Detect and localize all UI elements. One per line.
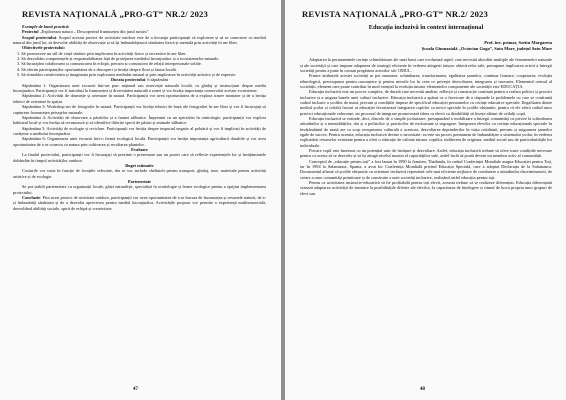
budget-text: Costurile vor varia în funcție de locațiile selectate, dar se vor include cheltuieli pentru transport, ghidaj, taxe, materiale pentru activități artistice și de ecologie. [13, 168, 266, 179]
partners-text: Se pot stabili parteneriate cu organizații locale, ghizi naturaliști, specialiști în ornitologie și ferme ecologice pentru a sprijini implementarea proiectului. [13, 184, 266, 195]
article-title: Educația incluzivă în context internațional [368, 24, 484, 31]
project-label: Proiectul [22, 29, 39, 35]
week-item: Săptămâna 3: Workshop-uri de fotografie în natură. Participanții vor învăța tehnici de bază ale fotografiei în aer liber și vor fi încurajați să captureze frumusețea peisajelor naturale. [13, 104, 266, 115]
author-name: Prof. înv. primar, Szeitu Margareta [484, 40, 552, 45]
page-header: REVISTA NAȚIONALĂ „PRO-GT” NR.2/ 2023 [302, 9, 489, 19]
week-item: Săptămâna 6: Organizarea unei excursii într-o fermă ecologică locală. Participanții vor învăța importanța agriculturii durabile și vor avea oportunitatea de a se conecta cu natura prin cultivarea și recoltarea plantelor. [13, 136, 266, 147]
page-number: 48 [420, 387, 425, 392]
article-paragraph: Fiecare copil este înzestrat cu un potențial unic de învățare și dezvoltare. Astfel, educația incluzivă trebuie să ofere toate condițiile necesare pentru ca acesta să se dezvolte și să își atingă nivelul maxim al capacităților sale, astfel încât să poată deveni un membru activ al comunității. [300, 148, 552, 159]
left-page [0, 0, 281, 400]
article-paragraph: Adaptarea la permanentele cerințe schimbătoare ale unei lumi care evoluează rapid, care necesită abordări multiple ale fenomenelor naturale și ale societății și care impune adaptarea de strategii eficiente în vederea atingerii tuturor obiectivelor sale, presupune implicarea activă a întregii societăți pentru a pune în comun pregătirea actorilor săi: OMUL. [300, 57, 552, 73]
author-school: Școala Gimnazială „Octavian Goga”, Satu Mare, județul Satu Mare [421, 45, 552, 51]
evaluation-heading: Evaluare [131, 146, 148, 152]
objective-item: 2. Să dezvoltăm competențele și responsabilitatea față de protejarea mediului înconjurător și a ecosistemelor naturale. [17, 56, 220, 62]
objectives-heading: Obiectivele proiectului: [22, 45, 66, 51]
article-paragraph: Educația incluzivă este un proces complex, de durată care necesită analize, reflecții și construcție continuă pentru a realiza politici și practici incluzive și a asigura bazele unei culturi incluzive. Educația incluzivă a apărut ca o încercare de a răspunde la problemele cu care se confruntă cadrul incluziv a școlilor de masă, precum și condițiile impuse de specificul educației persoanelor cu cerințe educative speciale. Ilegalitatea dintre mediul școlar și ceilalți factori ai educației favorizează integrarea copiilor cu nevoi speciale în școlile obișnuite, pentru că ele oferă cadrul unor practici educaționale valoroase, iar procesul de integrare promovează ideea ca elevii cu dizabilități să învețe alături de ceilalți copii. [300, 89, 552, 116]
author-block [300, 40, 552, 51]
article-paragraph: Educația incluzivă se extinde, deci, dincolo de o simplă școlarizare, presupunând o mobilizare a întregii comunități cu privire la schimbarea atitudinilor și a mentalităților, dar și a politicilor și practicilor de excluziune și segregare. Integrarea elevilor cu cerințe educaționale speciale în învățământul de masă are ca scop recuperarea culturală a acestora, dezvoltarea deprinderilor în viața cotidiană, precum și asigurarea șanselor egale de succes. Pentru aceasta, educația incluzivă devine o necesitate: ea este un proces permanent de îmbunătățire a sistemului școlar, în vederea exploatării resurselor existente pentru a oferi o educație de calitate tuturor copiilor, indiferent de originea, mediul social sau de particularitățile lor individuale. [300, 115, 552, 148]
article-paragraph: Printre atributele acestei societăți se pot enumera: schimbarea, transformarea, egalitatea șanselor, continua formare, cooperarea, evoluția tehnologică, preocuparea pentru cunoaștere și pentru nevoile lor în ceea ce privește dezvoltarea, integrarea și inovarea. Elementul central al societății, element care poate contribui în mod esențial la evoluția tuturor elementelor componente ale societății este EDUCAȚIA. [300, 73, 552, 89]
general-purpose-label: Scopul proiectului [22, 34, 56, 40]
week-item: Săptămâna 4: Activități de observare a păsărilor și a faunei sălbatice. Împreună cu un specialist în ornitologie, participanții vor explora habitatul local și vor învăța să recunoască și să identifice diferite specii de păsări și animale sălbatice. [13, 114, 266, 126]
page-header: REVISTA NAȚIONALĂ „PRO-GT” NR.2/ 2023 [22, 9, 209, 19]
week-item: Săptămâna 5: Activități de ecologie și reciclare. Participanții vor învăța despre impactul negativ al poluării și vor fi implicați în activități de curățenie a mediului înconjurător. [13, 125, 266, 136]
conclusion [13, 195, 266, 211]
objective-item: 1. Să promoveze un stil de viață sănătos prin implicarea în activități fizice și recreative în aer liber. [17, 50, 187, 56]
article-paragraph: Conceptul de „educație pentru toți” a fost lansat în 1990 la Jomtien, Thailanda, în cadrul Conferinței Mondiale asupra Educației pentru Toți, iar în 1994 la Salamanca, Spania, a avut loc Conferința Mondială privind Educația Specială, care a adoptat Declarația de la Salamanca. Documentul afirmă că școlile obișnuite cu orientare incluzivă reprezintă cele mai eficiente mijloace de combatere a atitudinilor discriminatorii, de creare a unor comunități primitoare și de construire a unei societăți incluzive, realizând astfel educația pentru toți. [300, 158, 552, 180]
page-number: 47 [133, 387, 138, 392]
conclusion-label: Concluzie [22, 195, 41, 200]
partners-heading: Parteneriate [128, 178, 151, 184]
duration-label: Durata proiectului [110, 77, 146, 83]
evaluation-text: La finalul proiectului, participanții vor fi încurajați să prezinte o prezentare sau un poster care să reflecte experiențele lor și învățămintele dobândite în timpul activităților outdoor. [13, 152, 266, 163]
general-purpose [13, 35, 266, 46]
project-text: „Exploreaza natura – Descoperind frumusețea din jurul nostru” [38, 29, 149, 35]
week-item: Săptămâna 1: Organizarea unei excursii într-un parc național sau rezervație naturală locală, cu ghidaj și instrucțiuni despre mediu înconjurător. Participanții vor fi introduși la frumusețea și diversitatea naturală a zonei și vor învăța importanța conservării acestor ecosisteme. [13, 82, 266, 94]
example-label: Exemple de bună practică: [22, 24, 70, 29]
general-purpose-text: : Scopul acestui proiect de activitate outdoor este de a încuraja participanții să exploreze și să se conecteze cu mediul natural din jurul lor, să dezvolte abilități de observație și să își îmbunătățească sănătatea fizică și mentală prin activități în aer liber. [13, 34, 266, 46]
conclusion-text: : Prin acest proiect de activitate outdoor, participanții vor avea oportunitatea de a se bucura de frumusețea și resursele naturii, de a-și îmbunătăți sănătatea și de a dezvolta aprecierea pentru mediul înconjurător. Activitățile propuse vor permite o experiență multisenzorială, dezvoltând abilități sociale, spirit de echipă și creativitate. [13, 195, 266, 211]
article-paragraph: Pentru ca activitatea instructiv-educativă să fie profitabilă pentru toți elevii, aceasta trebuie să se realizeze diferențiat. Educația diferențiată vizează adaptarea activității de instruire la posibilitățile diferite ale elevilor, la capacitatea de înțelegere și ritmul de lucru propriu unor grupuri de elevi sau [300, 180, 552, 196]
objective-item: 5. Să stimulăm creativitatea și imaginația prin explorarea mediului natural și prin implicarea în activități artistice și de expresie. [17, 72, 237, 78]
budget-heading: Buget estimativ [125, 162, 154, 168]
objective-item: 3. Să încurajăm colaborarea și comunicarea în echipă, precum și construirea de relații interpersonale solide. [17, 61, 202, 67]
duration-text: : 6 săptămâni [145, 77, 169, 83]
right-page [285, 0, 566, 400]
objective-item: 4. Să oferim participanților oportunitatea de a descoperi și învăța despre flora și fauna locală. [17, 66, 177, 72]
week-item: Săptămâna 2: Activități de drumeție și orientare în natură. Participanții vor avea oportunitatea de a explora trasee montane și de a învăța tehnici de orientare în spațiu. [13, 93, 266, 104]
